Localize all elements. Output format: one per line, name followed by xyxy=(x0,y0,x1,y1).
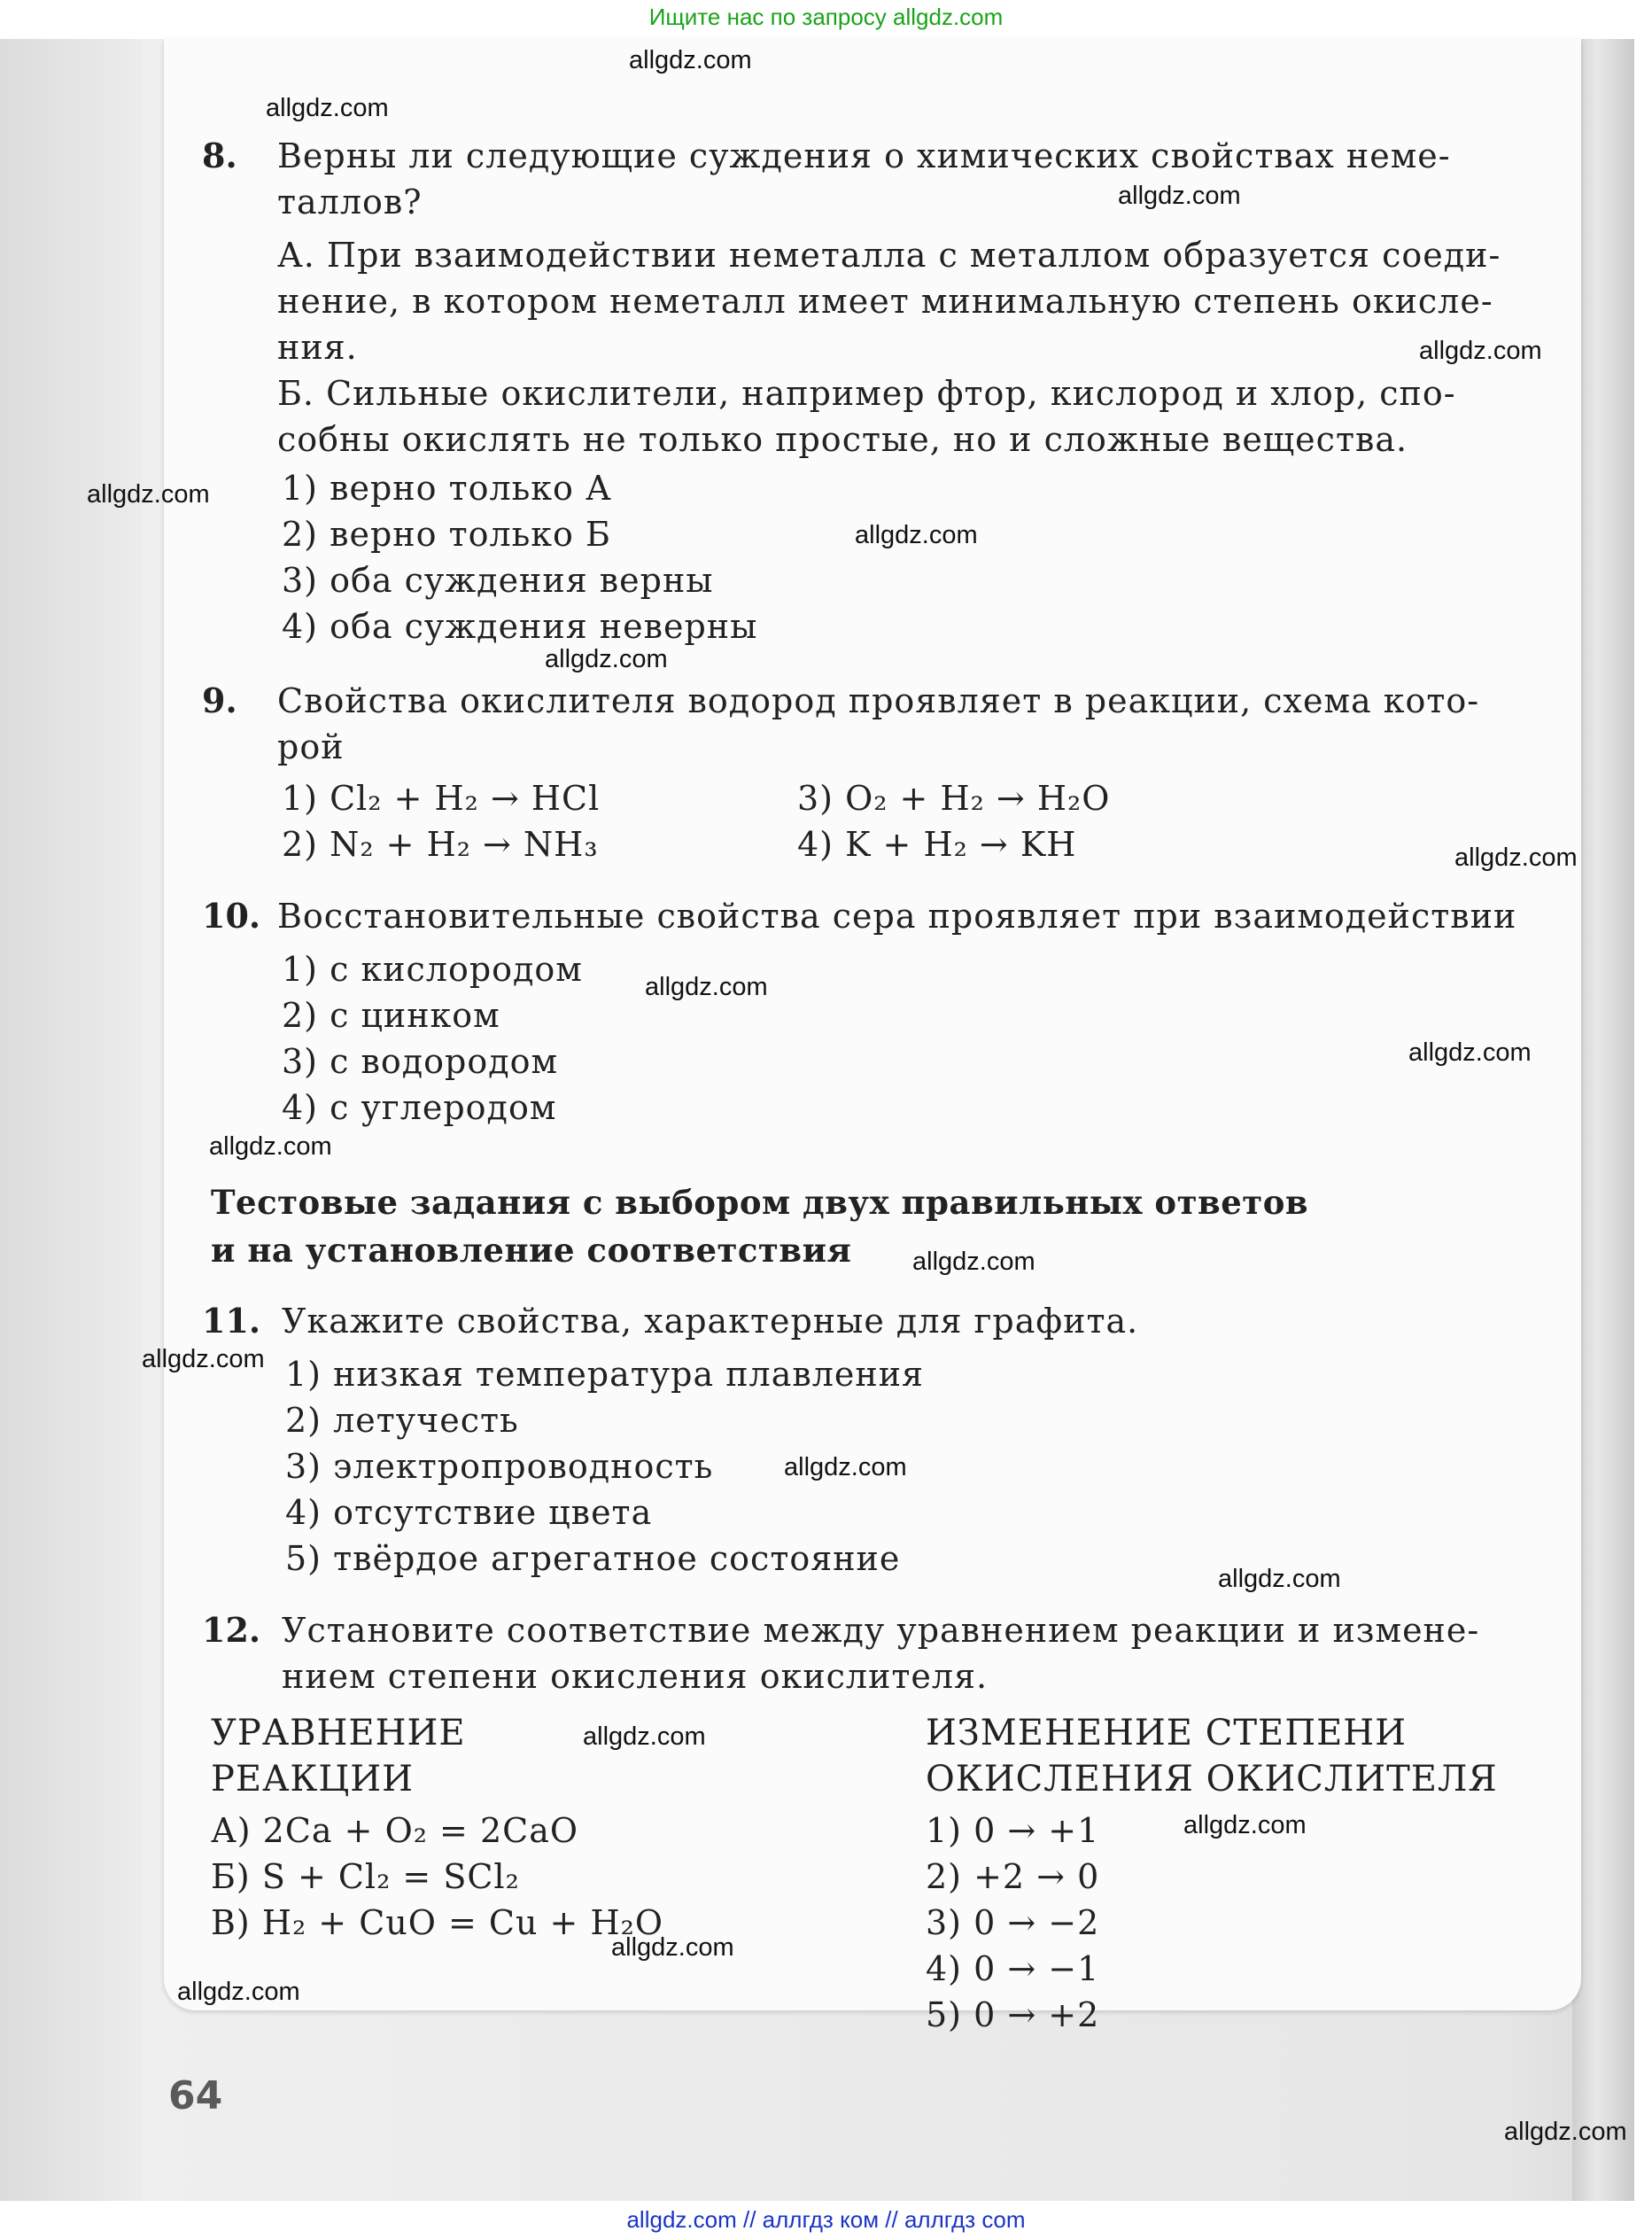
question-line: Установите соответствие между уравнением реакции и измене- xyxy=(282,1611,1480,1650)
question-line: Свойства окислителя водород проявляет в реакции, схема кото- xyxy=(277,681,1480,720)
oxidation-change-item: 4) 0 → −1 xyxy=(926,1949,1100,1988)
section-heading-line: и на установление соответствия xyxy=(211,1231,852,1270)
statement-line: собны окислять не только простые, но и сложные вещества. xyxy=(277,420,1408,459)
statement-line: Б. Сильные окислители, например фтор, кислород и хлор, спо- xyxy=(277,374,1456,413)
statement-line: А. При взаимодействии неметалла с металлом образуется соеди- xyxy=(277,236,1501,275)
answer-option: 4) отсутствие цвета xyxy=(285,1493,653,1532)
watermark: allgdz.com xyxy=(545,645,668,673)
answer-option: 2) N₂ + H₂ → NH₃ xyxy=(282,825,599,864)
statement-line: ния. xyxy=(277,328,358,367)
section-heading-line: Тестовые задания с выбором двух правильных ответов xyxy=(211,1183,1309,1222)
oxidation-change-item: 1) 0 → +1 xyxy=(926,1811,1100,1850)
answer-option: 4) с углеродом xyxy=(282,1088,557,1127)
watermark: allgdz.com xyxy=(855,521,978,549)
question-line: нием степени окисления окислителя. xyxy=(282,1657,989,1696)
watermark: allgdz.com xyxy=(912,1248,1035,1276)
page-number: 64 xyxy=(168,2073,223,2118)
reaction-item: В) H₂ + CuO = Cu + H₂O xyxy=(211,1903,663,1942)
answer-option: 3) электропроводность xyxy=(285,1447,714,1486)
question-number: 8. xyxy=(202,136,237,175)
question-line: Верны ли следующие суждения о химических свойствах неме- xyxy=(277,136,1451,175)
watermark: allgdz.com xyxy=(1504,2118,1627,2146)
answer-option: 1) верно только А xyxy=(282,469,612,508)
question-number: 10. xyxy=(202,896,261,936)
question-number: 9. xyxy=(202,680,237,720)
top-banner[interactable]: Ищите нас по запросу allgdz.com xyxy=(648,4,1004,30)
watermark: allgdz.com xyxy=(784,1453,907,1481)
scan-spine-shade xyxy=(1572,39,1634,2201)
statement-line: нение, в котором неметалл имеет минимальную степень окисле- xyxy=(277,282,1493,321)
watermark: allgdz.com xyxy=(1454,844,1578,872)
bottom-banner[interactable]: allgdz.com // аллгдз ком // аллгдз com xyxy=(626,2206,1026,2233)
answer-option: 1) низкая температура плавления xyxy=(285,1355,924,1394)
answer-option: 3) оба суждения верны xyxy=(282,561,714,600)
watermark: allgdz.com xyxy=(583,1722,706,1751)
watermark: allgdz.com xyxy=(142,1345,265,1373)
watermark: allgdz.com xyxy=(266,94,389,122)
answer-option: 2) с цинком xyxy=(282,996,500,1035)
question-number: 11. xyxy=(202,1301,261,1341)
answer-option: 2) летучесть xyxy=(285,1401,519,1440)
answer-option: 2) верно только Б xyxy=(282,515,611,554)
question-line: рой xyxy=(277,727,345,766)
answer-option: 4) оба суждения неверны xyxy=(282,607,758,646)
question-line: таллов? xyxy=(277,183,423,222)
answer-option: 1) с кислородом xyxy=(282,950,583,989)
answer-option: 1) Cl₂ + H₂ → HCl xyxy=(282,779,601,818)
answer-option: 5) твёрдое агрегатное состояние xyxy=(285,1539,901,1578)
question-line: Укажите свойства, характерные для графита. xyxy=(282,1302,1139,1341)
right-column-header: ИЗМЕНЕНИЕ СТЕПЕНИ xyxy=(926,1713,1408,1753)
right-column-header: ОКИСЛЕНИЯ ОКИСЛИТЕЛЯ xyxy=(926,1759,1498,1800)
watermark: allgdz.com xyxy=(87,480,210,509)
watermark: allgdz.com xyxy=(1183,1811,1307,1839)
answer-option: 3) O₂ + H₂ → H₂O xyxy=(797,779,1111,818)
reaction-item: А) 2Ca + O₂ = 2CaO xyxy=(211,1811,579,1850)
watermark: allgdz.com xyxy=(1419,337,1542,365)
oxidation-change-item: 2) +2 → 0 xyxy=(926,1857,1100,1896)
left-column-header: РЕАКЦИИ xyxy=(211,1759,415,1800)
answer-option: 4) K + H₂ → KH xyxy=(797,825,1077,864)
question-line: Восстановительные свойства сера проявляет при взаимодействии xyxy=(277,897,1517,936)
watermark: allgdz.com xyxy=(177,1978,300,2006)
watermark: allgdz.com xyxy=(629,46,752,74)
scan-left-shade xyxy=(0,39,142,2201)
watermark: allgdz.com xyxy=(1118,182,1241,210)
left-column-header: УРАВНЕНИЕ xyxy=(211,1713,466,1753)
watermark: allgdz.com xyxy=(611,1933,734,1962)
watermark: allgdz.com xyxy=(1218,1565,1341,1593)
answer-option: 3) с водородом xyxy=(282,1042,559,1081)
question-number: 12. xyxy=(202,1610,261,1650)
watermark: allgdz.com xyxy=(645,973,768,1001)
reaction-item: Б) S + Cl₂ = SCl₂ xyxy=(211,1857,520,1896)
watermark: allgdz.com xyxy=(209,1132,332,1161)
oxidation-change-item: 3) 0 → −2 xyxy=(926,1903,1100,1942)
watermark: allgdz.com xyxy=(1408,1038,1532,1067)
oxidation-change-item: 5) 0 → +2 xyxy=(926,1995,1100,2034)
